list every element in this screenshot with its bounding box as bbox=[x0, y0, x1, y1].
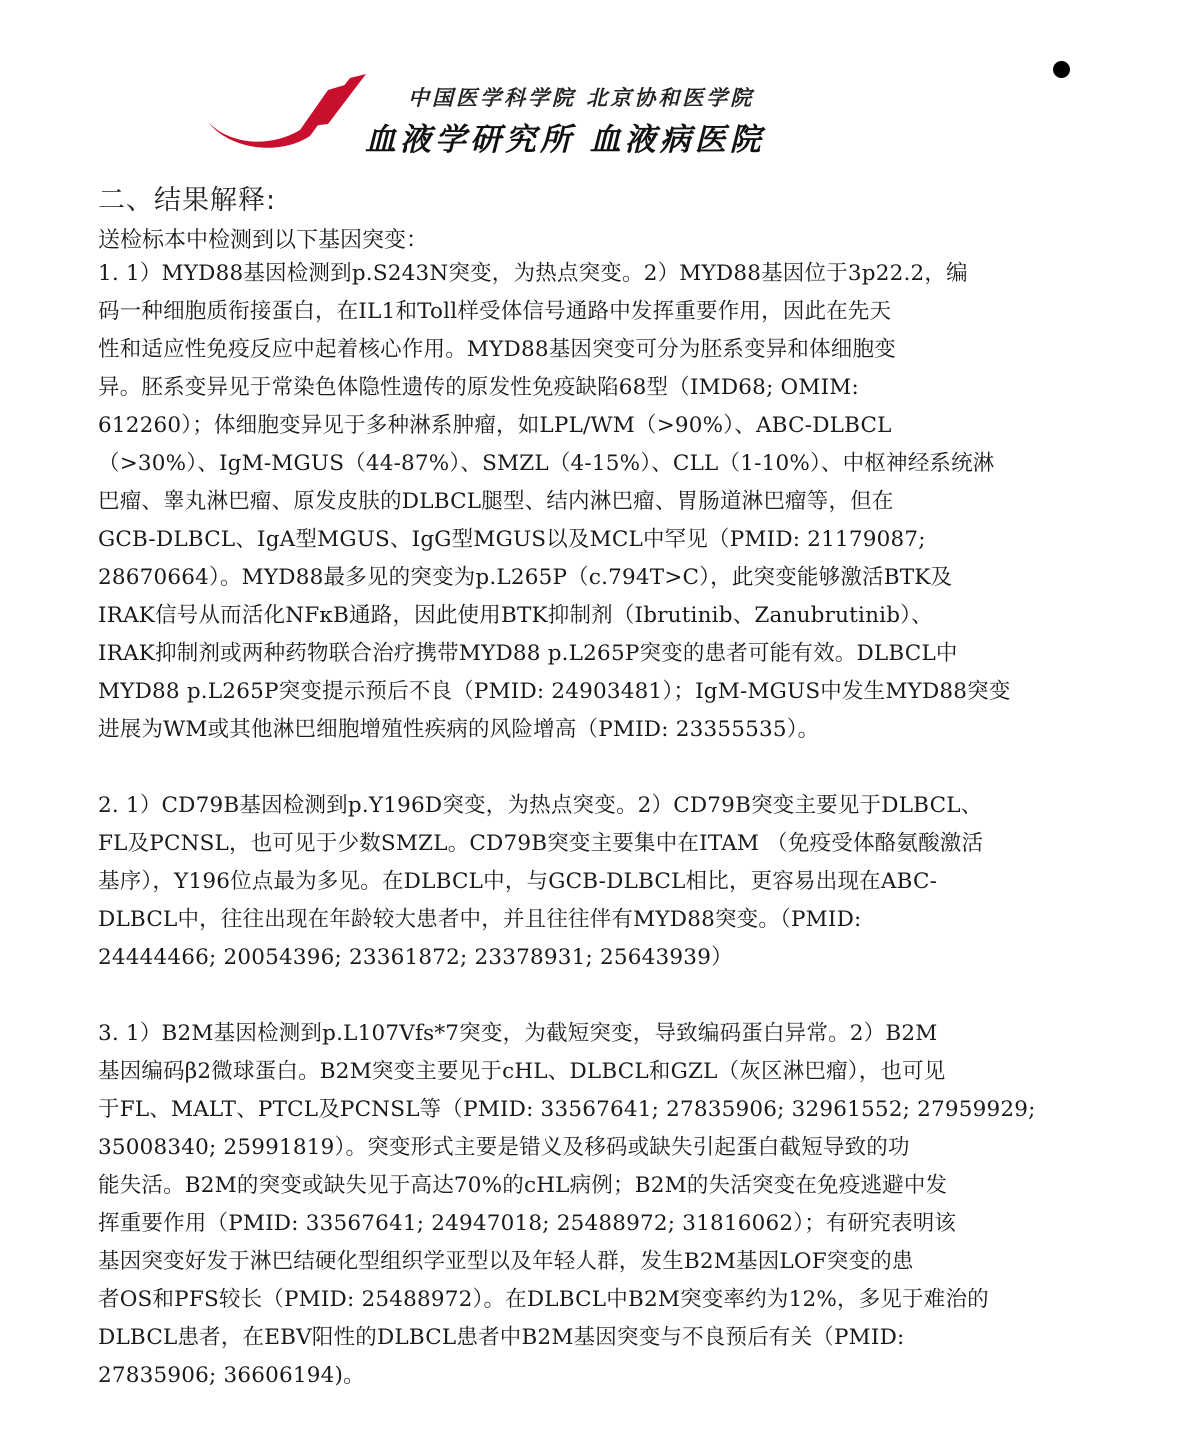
report-header bbox=[200, 70, 820, 160]
paragraph-line: 2. 1）CD79B基因检测到p.Y196D突变，为热点突变。2）CD79B突变主要见于DLBCL、 bbox=[98, 793, 983, 818]
paragraph-line: 基因突变好发于淋巴结硬化型组织学亚型以及年轻人群，发生B2M基因LOF突变的患 bbox=[98, 1249, 914, 1274]
paragraph-line: 1. 1）MYD88基因检测到p.S243N突变，为热点突变。2）MYD88基因位于3p22.2，编 bbox=[98, 261, 968, 286]
paragraph-line: DLBCL中，往往出现在年龄较大患者中，并且往往伴有MYD88突变。（PMID: bbox=[98, 907, 862, 932]
paragraph-line: 码一种细胞质衔接蛋白，在IL1和Toll样受体信号通路中发挥重要作用，因此在先天 bbox=[98, 299, 892, 324]
section-title: 二、结果解释: bbox=[98, 185, 277, 216]
paragraph-line: 基因编码β2微球蛋白。B2M突变主要见于cHL、DLBCL和GZL（灰区淋巴瘤），也可见 bbox=[98, 1059, 946, 1084]
bullet-dot bbox=[1053, 61, 1070, 78]
paragraph-line: （>30%）、IgM-MGUS（44-87%）、SMZL（4-15%）、CLL（1-10%）、中枢神经系统淋 bbox=[98, 451, 995, 476]
paragraph-line: IRAK抑制剂或两种药物联合治疗携带MYD88 p.L265P突变的患者可能有效。DLBCL中 bbox=[98, 641, 958, 666]
paragraph-line: 者OS和PFS较长（PMID: 25488972）。在DLBCL中B2M突变率约为12%，多见于难治的 bbox=[98, 1287, 989, 1312]
intro-text: 送检标本中检测到以下基因突变： bbox=[98, 228, 429, 253]
institution-name-line2: 血液学研究所 血液病医院 bbox=[365, 122, 765, 158]
paragraph-line: 27835906; 36606194)。 bbox=[98, 1363, 365, 1388]
paragraph-line: 能失活。B2M的突变或缺失见于高达70%的cHL病例；B2M的失活突变在免疫逃避中发 bbox=[98, 1173, 948, 1198]
paragraph-line: 基序），Y196位点最为多见。在DLBCL中，与GCB-DLBCL相比，更容易出现在ABC- bbox=[98, 869, 938, 894]
result-paragraph-myd88 bbox=[98, 255, 1048, 749]
paragraph-line: 性和适应性免疫反应中起着核心作用。MYD88基因突变可分为胚系变异和体细胞变 bbox=[98, 337, 896, 362]
paragraph-line: FL及PCNSL，也可见于少数SMZL。CD79B突变主要集中在ITAM （免疫受体酪氨酸激活 bbox=[98, 831, 984, 856]
paragraph-line: 3. 1）B2M基因检测到p.L107Vfs*7突变，为截短突变，导致编码蛋白异常。2）B2M bbox=[98, 1021, 938, 1046]
hospital-logo-icon bbox=[200, 70, 370, 160]
paragraph-line: 35008340; 25991819）。突变形式主要是错义及移码或缺失引起蛋白截短导致的功 bbox=[98, 1135, 910, 1160]
paragraph-line: 挥重要作用（PMID: 33567641; 24947018; 25488972; 31816062）；有研究表明该 bbox=[98, 1211, 957, 1236]
institution-name-line1: 中国医学科学院 北京协和医学院 bbox=[408, 85, 755, 110]
paragraph-line: 于FL、MALT、PTCL及PCNSL等（PMID: 33567641; 27835906; 32961552; 27959929; bbox=[98, 1097, 1036, 1122]
paragraph-line: MYD88 p.L265P突变提示预后不良（PMID: 24903481）；IgM-MGUS中发生MYD88突变 bbox=[98, 679, 1011, 704]
result-paragraph-cd79b bbox=[98, 787, 1048, 977]
paragraph-line: 612260）；体细胞变异见于多种淋系肿瘤，如LPL/WM（>90%）、ABC-DLBCL bbox=[98, 413, 892, 438]
paragraph-line: 28670664）。MYD88最多见的突变为p.L265P（c.794T>C），此突变能够激活BTK及 bbox=[98, 565, 953, 590]
paragraph-line: 异。胚系变异见于常染色体隐性遗传的原发性免疫缺陷68型（IMD68; OMIM: bbox=[98, 375, 859, 400]
paragraph-line: 巴瘤、睾丸淋巴瘤、原发皮肤的DLBCL腿型、结内淋巴瘤、胃肠道淋巴瘤等，但在 bbox=[98, 489, 894, 514]
paragraph-line: DLBCL患者，在EBV阳性的DLBCL患者中B2M基因突变与不良预后有关（PMID: bbox=[98, 1325, 905, 1350]
paragraph-line: GCB-DLBCL、IgA型MGUS、IgG型MGUS以及MCL中罕见（PMID: 21179087; bbox=[98, 527, 926, 552]
paragraph-line: 24444466; 20054396; 23361872; 23378931; 25643939） bbox=[98, 945, 733, 970]
paragraph-line: IRAK信号从而活化NFκB通路，因此使用BTK抑制剂（Ibrutinib、Zanubrutinib）、 bbox=[98, 603, 933, 628]
paragraph-line: 进展为WM或其他淋巴细胞增殖性疾病的风险增高（PMID: 23355535）。 bbox=[98, 717, 820, 742]
result-paragraph-b2m bbox=[98, 1015, 1048, 1395]
